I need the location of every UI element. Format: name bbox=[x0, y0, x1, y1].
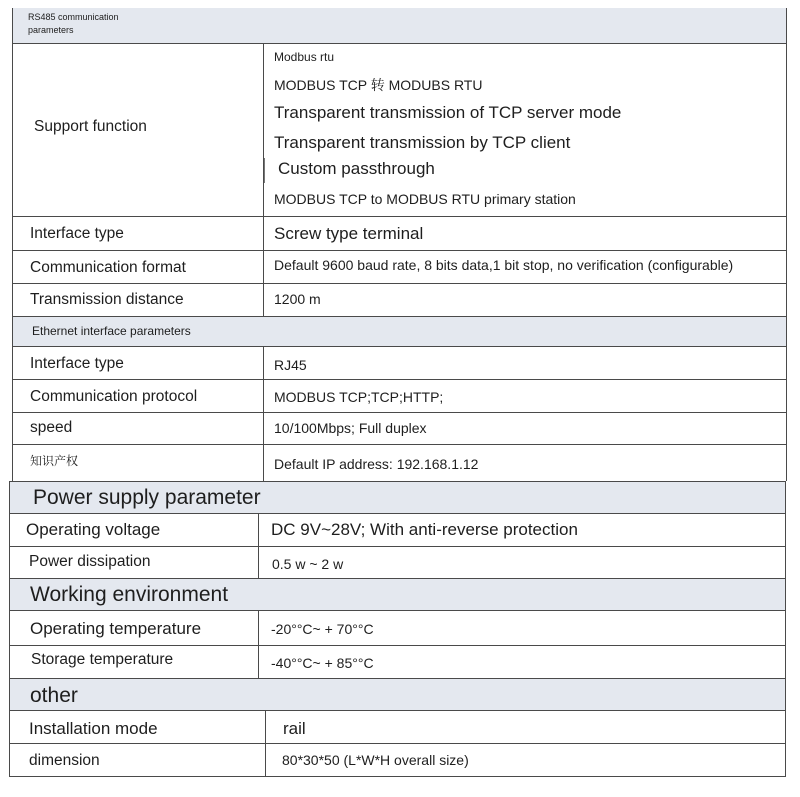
row-divider bbox=[9, 678, 785, 679]
row-divider bbox=[9, 710, 785, 711]
row-divider bbox=[12, 444, 786, 445]
row-divider bbox=[12, 250, 786, 251]
row-value: -40°°C~ + 85°°C bbox=[271, 655, 374, 671]
row-divider bbox=[12, 412, 786, 413]
column-divider bbox=[258, 610, 259, 678]
row-divider bbox=[12, 283, 786, 284]
frame-left-edge bbox=[9, 481, 10, 777]
row-divider bbox=[12, 346, 786, 347]
support-function-label: Support function bbox=[34, 118, 147, 135]
frame-left-edge bbox=[12, 8, 13, 481]
environment-section-title: Working environment bbox=[30, 583, 229, 606]
support-function-item: MODBUS TCP to MODBUS RTU primary station bbox=[274, 191, 576, 207]
row-divider bbox=[9, 546, 785, 547]
support-function-item: MODBUS TCP 转 MODUBS RTU bbox=[274, 77, 483, 93]
row-value: Screw type terminal bbox=[274, 224, 424, 243]
row-label: Communication format bbox=[30, 259, 186, 276]
row-divider bbox=[12, 316, 786, 317]
support-function-item: Transparent transmission of TCP server mode bbox=[274, 103, 622, 122]
row-label: Transmission distance bbox=[30, 291, 184, 308]
row-label: Interface type bbox=[30, 355, 124, 372]
other-section-title: other bbox=[30, 684, 78, 707]
column-divider bbox=[265, 710, 266, 776]
row-value: 80*30*50 (L*W*H overall size) bbox=[282, 752, 469, 768]
row-value: -20°°C~ + 70°°C bbox=[271, 621, 374, 637]
row-label: Communication protocol bbox=[30, 388, 198, 405]
row-label: dimension bbox=[29, 752, 100, 769]
row-divider bbox=[9, 513, 785, 514]
power-section-title: Power supply parameter bbox=[33, 486, 261, 509]
row-label: Operating temperature bbox=[30, 619, 202, 638]
row-label: 知识产权 bbox=[30, 454, 79, 468]
row-value: Default IP address: 192.168.1.12 bbox=[274, 456, 479, 472]
row-label: speed bbox=[30, 419, 73, 436]
rs485-section-title: RS485 communication parameters bbox=[28, 12, 119, 35]
support-function-item: Modbus rtu bbox=[274, 50, 335, 64]
row-value: RJ45 bbox=[274, 357, 307, 373]
row-value: rail bbox=[283, 719, 306, 738]
row-label: Storage temperature bbox=[31, 651, 174, 668]
row-value: 0.5 w ~ 2 w bbox=[272, 556, 344, 572]
row-divider bbox=[9, 578, 785, 579]
frame-right-edge bbox=[785, 481, 786, 777]
stray-mark bbox=[264, 158, 265, 183]
row-label: Installation mode bbox=[29, 719, 158, 738]
row-divider bbox=[9, 481, 785, 482]
row-label: Interface type bbox=[30, 225, 124, 242]
row-divider bbox=[9, 610, 785, 611]
row-divider bbox=[12, 216, 786, 217]
row-value: 10/100Mbps; Full duplex bbox=[274, 420, 427, 436]
row-divider bbox=[12, 43, 786, 44]
row-value: DC 9V~28V; With anti-reverse protection bbox=[271, 520, 578, 539]
support-function-item: Transparent transmission by TCP client bbox=[274, 133, 571, 152]
column-divider bbox=[263, 346, 264, 481]
frame-right-edge bbox=[786, 8, 787, 481]
ethernet-section-title: Ethernet interface parameters bbox=[32, 324, 191, 338]
column-divider bbox=[258, 513, 259, 578]
row-divider bbox=[9, 776, 785, 777]
support-function-item: Custom passthrough bbox=[278, 159, 435, 178]
row-divider bbox=[9, 743, 785, 744]
row-divider bbox=[12, 379, 786, 380]
row-label: Operating voltage bbox=[26, 520, 161, 539]
row-label: Power dissipation bbox=[29, 553, 151, 570]
other-header-band bbox=[9, 678, 785, 710]
row-divider bbox=[9, 645, 785, 646]
row-value: 1200 m bbox=[274, 291, 321, 307]
row-value: Default 9600 baud rate, 8 bits data,1 bit stop, no verification (configurable) bbox=[274, 257, 734, 273]
row-value: MODBUS TCP;TCP;HTTP; bbox=[274, 389, 444, 405]
